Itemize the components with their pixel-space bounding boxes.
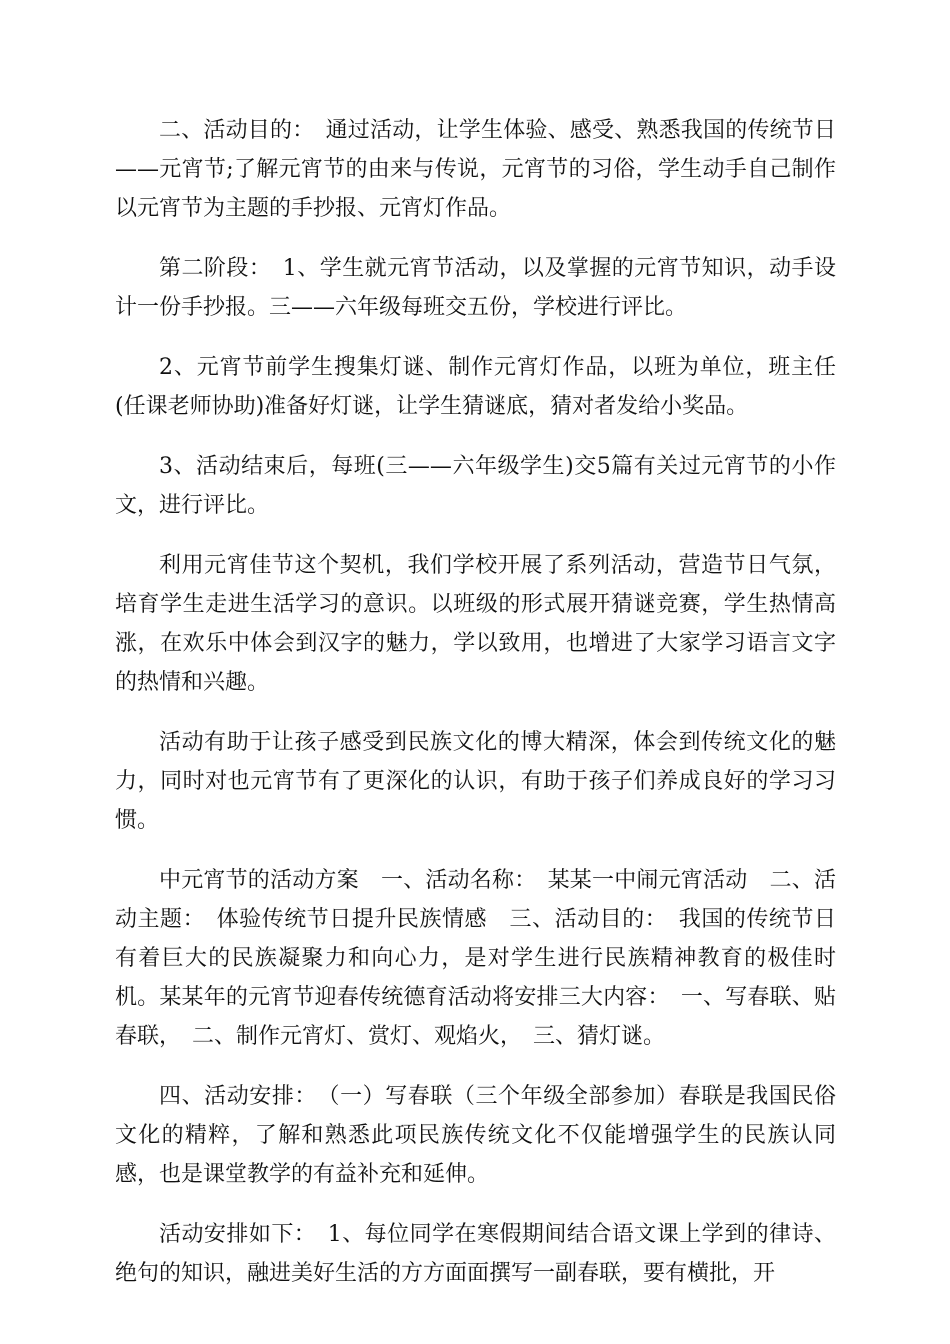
paragraph-festival-opportunity: 利用元宵佳节这个契机，我们学校开展了系列活动，营造节日气氛，培育学生走进生活学习的意识。以班级的形式展开猜谜竞赛，学生热情高涨，在欢乐中体会到汉字的魅力，学以致用，也增进了大家学习语言文字的热情和兴趣。 <box>115 553 836 695</box>
paragraph-essay-contest: 3、活动结束后，每班(三——六年级学生)交5篇有关过元宵节的小作文，进行评比。 <box>115 454 836 518</box>
paragraph-arrangement-details: 活动安排如下： 1、每位同学在寒假期间结合语文课上学到的律诗、绝句的知识，融进美好生活的方方面面撰写一副春联，要有横批，开 <box>115 1222 836 1286</box>
paragraph-activity-plan: 中元宵节的活动方案 一、活动名称： 某某一中闹元宵活动 二、活动主题： 体验传统节日提升民族情感 三、活动目的： 我国的传统节日有着巨大的民族凝聚力和向心力，是对学生进行民族精神教育的极佳时机。某某年的元宵节迎春传统德育活动将安排三大内容： 一、写春联、贴春联， 二、制作元宵灯、赏灯、观焰火， 三、猜灯谜。 <box>115 868 836 1049</box>
paragraph-activity-arrangement: 四、活动安排： （一）写春联（三个年级全部参加）春联是我国民俗文化的精粹，了解和熟悉此项民族传统文化不仅能增强学生的民族认同感，也是课堂教学的有益补充和延伸。 <box>115 1084 836 1187</box>
paragraph-second-stage: 第二阶段： 1、学生就元宵节活动，以及掌握的元宵节知识，动手设计一份手抄报。三——六年级每班交五份，学校进行评比。 <box>115 256 836 320</box>
paragraph-cultural-benefit: 活动有助于让孩子感受到民族文化的博大精深，体会到传统文化的魅力，同时对也元宵节有了更深化的认识，有助于孩子们养成良好的学习习惯。 <box>115 730 836 833</box>
document-body <box>115 111 836 1314</box>
paragraph-lantern-riddles: 2、元宵节前学生搜集灯谜、制作元宵灯作品，以班为单位，班主任(任课老师协助)准备好灯谜，让学生猜谜底，猜对者发给小奖品。 <box>115 355 836 419</box>
paragraph-activity-purpose: 二、活动目的： 通过活动，让学生体验、感受、熟悉我国的传统节日——元宵节;了解元宵节的由来与传说，元宵节的习俗，学生动手自己制作以元宵节为主题的手抄报、元宵灯作品。 <box>115 118 836 221</box>
